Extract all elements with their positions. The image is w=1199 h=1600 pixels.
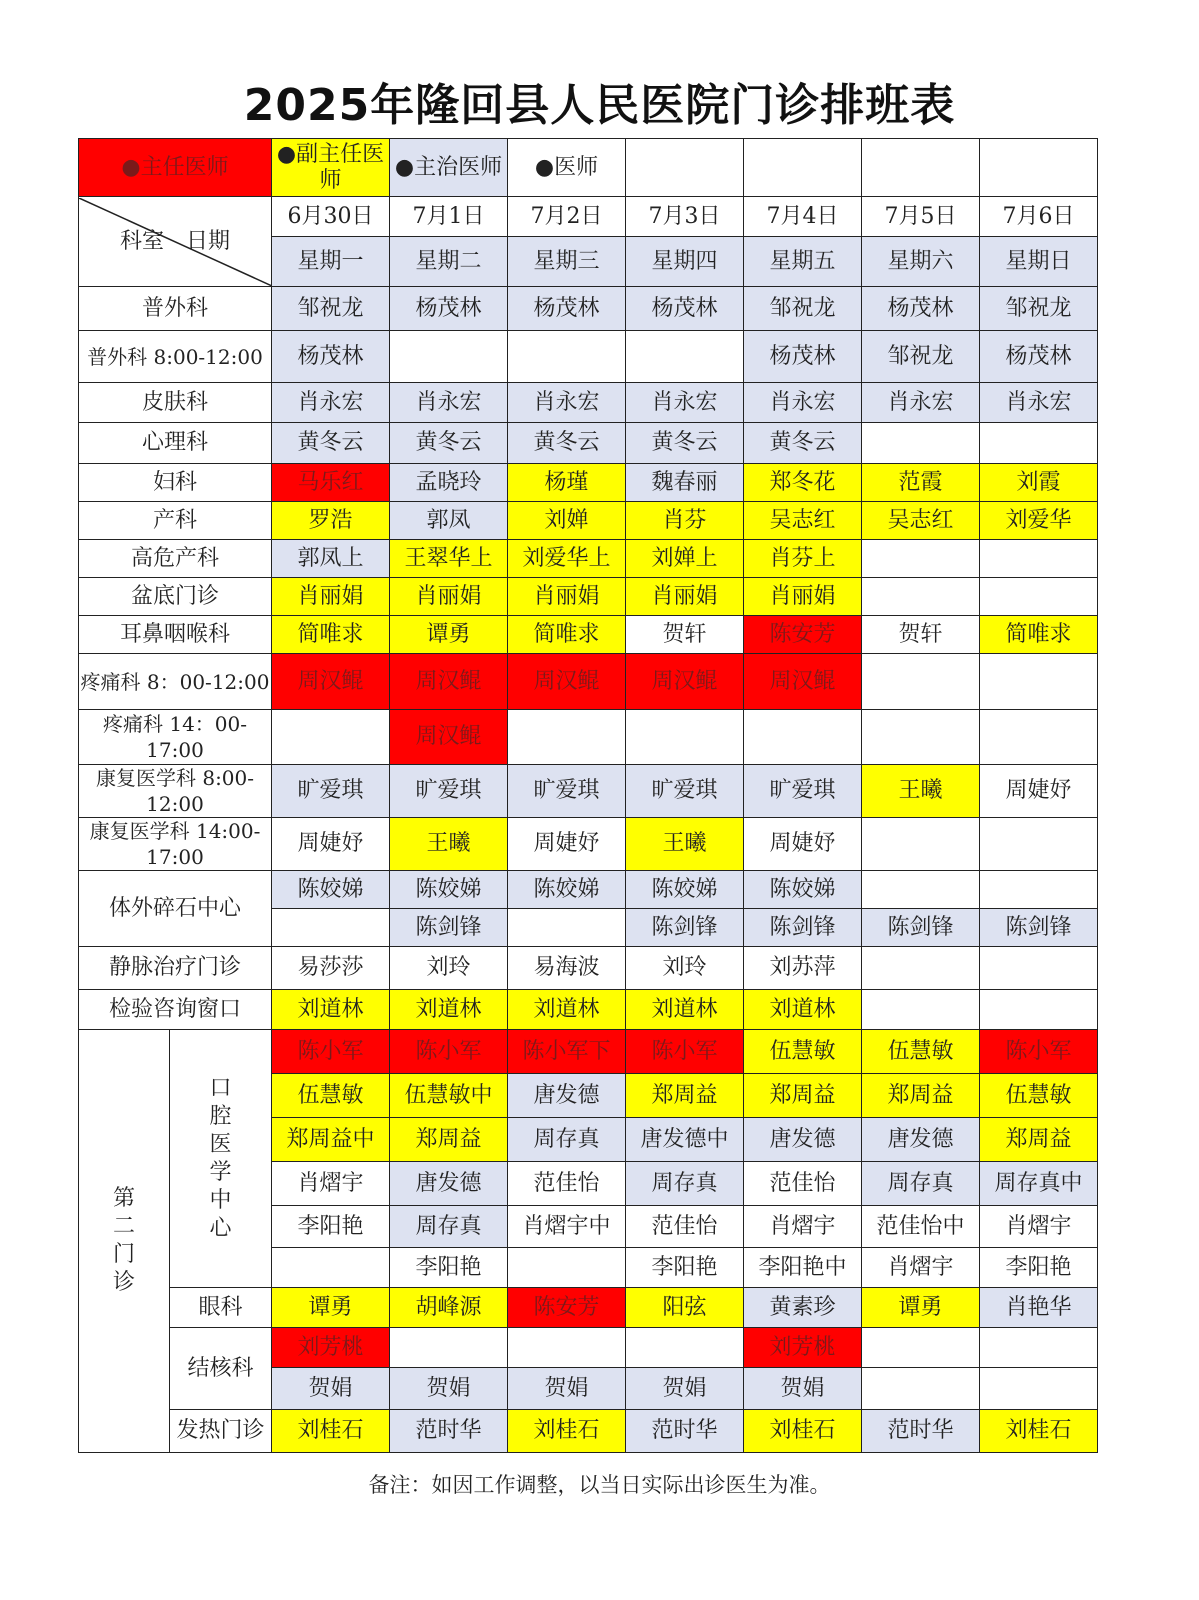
doctor-cell (272, 1248, 390, 1288)
doctor-cell: 唐发德 (862, 1118, 980, 1162)
doctor-cell: 刘道林 (390, 990, 508, 1030)
doctor-cell: 刘道林 (508, 990, 626, 1030)
legend-empty-cell (744, 139, 862, 197)
doctor-cell: 伍慧敏中 (390, 1074, 508, 1118)
doctor-cell: 郭凤上 (272, 540, 390, 578)
doctor-cell (862, 818, 980, 871)
doctor-cell: 肖芬上 (744, 540, 862, 578)
doctor-cell: 吴志红 (862, 502, 980, 540)
department-label: 检验咨询窗口 (79, 990, 272, 1030)
doctor-cell: 魏春丽 (626, 464, 744, 502)
doctor-cell: 陈小军 (390, 1030, 508, 1074)
schedule-row (79, 578, 1098, 616)
doctor-cell: 邹祝龙 (272, 287, 390, 331)
doctor-cell: 肖永宏 (272, 383, 390, 423)
doctor-cell: 旷爱琪 (390, 765, 508, 818)
doctor-cell: 旷爱琪 (272, 765, 390, 818)
legend-empty-cell (980, 139, 1098, 197)
doctor-cell: 肖熠宇 (744, 1206, 862, 1248)
date-cell: 7月3日 (626, 197, 744, 237)
doctor-cell: 陈小军 (272, 1030, 390, 1074)
doctor-cell: 刘道林 (626, 990, 744, 1030)
doctor-cell (980, 654, 1098, 710)
doctor-cell: 旷爱琪 (744, 765, 862, 818)
doctor-cell (980, 540, 1098, 578)
doctor-cell: 刘玲 (390, 947, 508, 990)
schedule-row (79, 540, 1098, 578)
doctor-cell (272, 909, 390, 947)
second-clinic-label (79, 1030, 170, 1453)
department-label: 静脉治疗门诊 (79, 947, 272, 990)
date-cell: 7月5日 (862, 197, 980, 237)
department-label: 皮肤科 (79, 383, 272, 423)
doctor-cell: 王翠华上 (390, 540, 508, 578)
doctor-cell: 杨茂林 (272, 331, 390, 383)
doctor-cell: 唐发德中 (626, 1118, 744, 1162)
department-label: 体外碎石中心 (79, 871, 272, 947)
doctor-cell: 李阳艳中 (744, 1248, 862, 1288)
legend-item: ●副主任医师 (272, 139, 390, 197)
doctor-cell: 邹祝龙 (744, 287, 862, 331)
doctor-cell: 吴志红 (744, 502, 862, 540)
doctor-cell: 周婕妤 (744, 818, 862, 871)
date-cell: 7月2日 (508, 197, 626, 237)
department-label: 疼痛科 8：00-12:00 (79, 654, 272, 710)
doctor-cell: 郭凤 (390, 502, 508, 540)
doctor-cell (626, 710, 744, 765)
doctor-cell (508, 1248, 626, 1288)
doctor-cell: 谭勇 (272, 1288, 390, 1328)
doctor-cell: 贺轩 (862, 616, 980, 654)
date-cell: 7月1日 (390, 197, 508, 237)
weekday-cell: 星期五 (744, 237, 862, 287)
header-corner (79, 197, 272, 287)
doctor-cell: 孟晓玲 (390, 464, 508, 502)
doctor-cell: 伍慧敏 (862, 1030, 980, 1074)
doctor-cell: 简唯求 (272, 616, 390, 654)
doctor-cell: 肖永宏 (390, 383, 508, 423)
doctor-cell: 陈小军下 (508, 1030, 626, 1074)
department-label: 疼痛科 14：00-17:00 (79, 710, 272, 765)
department-label: 产科 (79, 502, 272, 540)
doctor-cell: 刘桂石 (508, 1410, 626, 1453)
doctor-cell: 伍慧敏 (272, 1074, 390, 1118)
schedule-row (79, 502, 1098, 540)
doctor-cell: 刘芳桃 (272, 1328, 390, 1368)
doctor-cell: 刘桂石 (272, 1410, 390, 1453)
doctor-cell (862, 871, 980, 909)
doctor-cell: 阳弦 (626, 1288, 744, 1328)
doctor-cell: 黄冬云 (390, 423, 508, 464)
department-label: 高危产科 (79, 540, 272, 578)
doctor-cell: 周汉鲲 (744, 654, 862, 710)
doctor-cell: 马乐红 (272, 464, 390, 502)
doctor-cell: 陈小军 (980, 1030, 1098, 1074)
doctor-cell: 刘玲 (626, 947, 744, 990)
doctor-cell: 周存真 (862, 1162, 980, 1206)
weekday-cell: 星期四 (626, 237, 744, 287)
doctor-cell: 王曦 (390, 818, 508, 871)
doctor-cell (862, 947, 980, 990)
doctor-cell: 肖丽娟 (744, 578, 862, 616)
date-row (79, 197, 1098, 237)
doctor-cell: 周汉鲲 (626, 654, 744, 710)
doctor-cell: 杨茂林 (862, 287, 980, 331)
doctor-cell: 周存真 (508, 1118, 626, 1162)
doctor-cell: 范时华 (390, 1410, 508, 1453)
doctor-cell: 旷爱琪 (508, 765, 626, 818)
doctor-cell: 简唯求 (508, 616, 626, 654)
doctor-cell: 陈剑锋 (626, 909, 744, 947)
doctor-cell: 肖丽娟 (272, 578, 390, 616)
doctor-cell: 黄冬云 (626, 423, 744, 464)
schedule-row (79, 331, 1098, 383)
doctor-cell (862, 1368, 980, 1410)
schedule-row (79, 990, 1098, 1030)
doctor-cell: 陈小军 (626, 1030, 744, 1074)
doctor-cell: 郑周益 (744, 1074, 862, 1118)
doctor-cell: 陈剑锋 (744, 909, 862, 947)
schedule-row (79, 1288, 1098, 1328)
department-label: 普外科 8:00-12:00 (79, 331, 272, 383)
doctor-cell: 黄冬云 (744, 423, 862, 464)
doctor-cell: 范时华 (626, 1410, 744, 1453)
doctor-cell: 唐发德 (390, 1162, 508, 1206)
legend-empty-cell (626, 139, 744, 197)
doctor-cell: 陈剑锋 (390, 909, 508, 947)
doctor-cell: 肖永宏 (508, 383, 626, 423)
doctor-cell (508, 909, 626, 947)
doctor-cell (508, 1328, 626, 1368)
schedule-row (79, 1410, 1098, 1453)
doctor-cell: 刘芳桃 (744, 1328, 862, 1368)
doctor-cell: 陈姣娣 (390, 871, 508, 909)
doctor-cell: 肖丽娟 (626, 578, 744, 616)
doctor-cell: 谭勇 (862, 1288, 980, 1328)
doctor-cell: 唐发德 (744, 1118, 862, 1162)
doctor-cell (980, 947, 1098, 990)
doctor-cell (508, 710, 626, 765)
doctor-cell: 陈姣娣 (272, 871, 390, 909)
doctor-cell: 刘道林 (272, 990, 390, 1030)
doctor-cell: 周婕妤 (980, 765, 1098, 818)
doctor-cell: 范佳怡 (626, 1206, 744, 1248)
doctor-cell (390, 1328, 508, 1368)
doctor-cell: 陈剑锋 (980, 909, 1098, 947)
doctor-cell (390, 331, 508, 383)
corner-date-label: 日期 (186, 228, 231, 254)
doctor-cell: 贺娟 (272, 1368, 390, 1410)
footnote: 备注：如因工作调整，以当日实际出诊医生为准。 (368, 1473, 831, 1497)
doctor-cell: 郑周益 (980, 1118, 1098, 1162)
doctor-cell: 郑周益中 (272, 1118, 390, 1162)
doctor-cell: 周汉鲲 (508, 654, 626, 710)
doctor-cell: 周婕妤 (508, 818, 626, 871)
doctor-cell (980, 990, 1098, 1030)
department-label: 结核科 (170, 1328, 272, 1410)
doctor-cell: 唐发德 (508, 1074, 626, 1118)
doctor-cell: 伍慧敏 (744, 1030, 862, 1074)
doctor-cell: 贺娟 (508, 1368, 626, 1410)
doctor-cell: 肖熠宇 (980, 1206, 1098, 1248)
doctor-cell: 刘桂石 (744, 1410, 862, 1453)
doctor-cell: 黄冬云 (508, 423, 626, 464)
doctor-cell: 周存真 (626, 1162, 744, 1206)
department-label: 耳鼻咽喉科 (79, 616, 272, 654)
department-label: 发热门诊 (170, 1410, 272, 1453)
schedule-row (79, 423, 1098, 464)
date-cell: 7月4日 (744, 197, 862, 237)
doctor-cell: 范佳怡 (744, 1162, 862, 1206)
doctor-cell: 罗浩 (272, 502, 390, 540)
doctor-cell: 贺娟 (390, 1368, 508, 1410)
doctor-cell: 旷爱琪 (626, 765, 744, 818)
doctor-cell: 肖芬 (626, 502, 744, 540)
doctor-cell: 刘霞 (980, 464, 1098, 502)
date-cell: 6月30日 (272, 197, 390, 237)
doctor-cell (862, 1328, 980, 1368)
weekday-cell: 星期一 (272, 237, 390, 287)
legend-empty-cell (862, 139, 980, 197)
doctor-cell: 范佳怡 (508, 1162, 626, 1206)
doctor-cell: 刘婵 (508, 502, 626, 540)
doctor-cell: 杨茂林 (744, 331, 862, 383)
doctor-cell: 陈安芳 (744, 616, 862, 654)
doctor-cell: 范霞 (862, 464, 980, 502)
doctor-cell: 李阳艳 (626, 1248, 744, 1288)
doctor-cell (980, 818, 1098, 871)
doctor-cell (626, 1328, 744, 1368)
doctor-cell: 肖丽娟 (390, 578, 508, 616)
department-label: 盆底门诊 (79, 578, 272, 616)
doctor-cell (862, 710, 980, 765)
corner-department-label: 科室 (119, 228, 164, 254)
doctor-cell: 杨茂林 (390, 287, 508, 331)
doctor-cell: 周存真中 (980, 1162, 1098, 1206)
doctor-cell: 易海波 (508, 947, 626, 990)
department-label: 普外科 (79, 287, 272, 331)
doctor-cell (508, 331, 626, 383)
department-label: 康复医学科 8:00-12:00 (79, 765, 272, 818)
doctor-cell: 陈姣娣 (508, 871, 626, 909)
doctor-cell: 刘道林 (744, 990, 862, 1030)
weekday-cell: 星期二 (390, 237, 508, 287)
second-clinic-text: 第二门诊 (112, 1186, 135, 1295)
doctor-cell: 杨瑾 (508, 464, 626, 502)
stomatology-text: 口腔医学中心 (209, 1075, 232, 1241)
department-label: 眼科 (170, 1288, 272, 1328)
doctor-cell: 肖永宏 (862, 383, 980, 423)
schedule-row (79, 1328, 1098, 1368)
doctor-cell (862, 654, 980, 710)
doctor-cell: 陈姣娣 (744, 871, 862, 909)
schedule-row (79, 616, 1098, 654)
schedule-row (79, 287, 1098, 331)
doctor-cell (980, 710, 1098, 765)
doctor-cell: 邹祝龙 (862, 331, 980, 383)
doctor-cell: 周汉鲲 (390, 710, 508, 765)
department-label: 心理科 (79, 423, 272, 464)
doctor-cell: 杨茂林 (508, 287, 626, 331)
doctor-cell: 谭勇 (390, 616, 508, 654)
doctor-cell: 郑冬花 (744, 464, 862, 502)
legend-item: ●主任医师 (79, 139, 272, 197)
doctor-cell (862, 540, 980, 578)
doctor-cell (862, 990, 980, 1030)
doctor-cell (980, 423, 1098, 464)
doctor-cell: 陈安芳 (508, 1288, 626, 1328)
doctor-cell: 杨茂林 (980, 331, 1098, 383)
schedule-row (79, 383, 1098, 423)
doctor-cell: 肖永宏 (744, 383, 862, 423)
doctor-cell: 陈姣娣 (626, 871, 744, 909)
doctor-cell: 周婕妤 (272, 818, 390, 871)
doctor-cell: 周汉鲲 (272, 654, 390, 710)
schedule-row (79, 765, 1098, 818)
doctor-cell: 郑周益 (390, 1118, 508, 1162)
weekday-cell: 星期三 (508, 237, 626, 287)
doctor-cell (744, 710, 862, 765)
doctor-cell: 杨茂林 (626, 287, 744, 331)
schedule-row (79, 464, 1098, 502)
doctor-cell (862, 423, 980, 464)
doctor-cell: 范佳怡中 (862, 1206, 980, 1248)
schedule-table (78, 138, 1098, 1453)
doctor-cell: 贺轩 (626, 616, 744, 654)
doctor-cell: 王曦 (626, 818, 744, 871)
doctor-cell: 肖永宏 (626, 383, 744, 423)
schedule-row (79, 1030, 1098, 1074)
department-label: 妇科 (79, 464, 272, 502)
doctor-cell: 贺娟 (626, 1368, 744, 1410)
doctor-cell: 黄素珍 (744, 1288, 862, 1328)
doctor-cell: 刘苏萍 (744, 947, 862, 990)
schedule-row (79, 947, 1098, 990)
doctor-cell (272, 710, 390, 765)
doctor-cell (862, 578, 980, 616)
doctor-cell: 郑周益 (626, 1074, 744, 1118)
schedule-row (79, 710, 1098, 765)
doctor-cell: 范时华 (862, 1410, 980, 1453)
schedule-row (79, 654, 1098, 710)
doctor-cell: 陈剑锋 (862, 909, 980, 947)
legend-item: ●主治医师 (390, 139, 508, 197)
doctor-cell: 李阳艳 (272, 1206, 390, 1248)
legend-item: ●医师 (508, 139, 626, 197)
doctor-cell: 刘婵上 (626, 540, 744, 578)
doctor-cell: 肖熠宇 (862, 1248, 980, 1288)
doctor-cell: 李阳艳 (980, 1248, 1098, 1288)
date-cell: 7月6日 (980, 197, 1098, 237)
doctor-cell: 贺娟 (744, 1368, 862, 1410)
doctor-cell: 胡峰源 (390, 1288, 508, 1328)
doctor-cell: 李阳艳 (390, 1248, 508, 1288)
doctor-cell: 郑周益 (862, 1074, 980, 1118)
doctor-cell: 王曦 (862, 765, 980, 818)
doctor-cell: 邹祝龙 (980, 287, 1098, 331)
weekday-cell: 星期日 (980, 237, 1098, 287)
doctor-cell: 伍慧敏 (980, 1074, 1098, 1118)
doctor-cell: 刘爱华上 (508, 540, 626, 578)
schedule-row (79, 871, 1098, 909)
legend-row (79, 139, 1098, 197)
doctor-cell: 周汉鲲 (390, 654, 508, 710)
doctor-cell: 肖熠宇 (272, 1162, 390, 1206)
doctor-cell (980, 1328, 1098, 1368)
department-label: 康复医学科 14:00-17:00 (79, 818, 272, 871)
page-title: 2025年隆回县人民医院门诊排班表 (243, 80, 956, 131)
doctor-cell: 肖永宏 (980, 383, 1098, 423)
doctor-cell: 刘爱华 (980, 502, 1098, 540)
doctor-cell: 黄冬云 (272, 423, 390, 464)
doctor-cell (626, 331, 744, 383)
department-label (170, 1030, 272, 1288)
doctor-cell: 肖丽娟 (508, 578, 626, 616)
doctor-cell: 刘桂石 (980, 1410, 1098, 1453)
weekday-cell: 星期六 (862, 237, 980, 287)
schedule-row (79, 818, 1098, 871)
doctor-cell (980, 1368, 1098, 1410)
doctor-cell: 易莎莎 (272, 947, 390, 990)
doctor-cell: 周存真 (390, 1206, 508, 1248)
doctor-cell: 简唯求 (980, 616, 1098, 654)
doctor-cell (980, 871, 1098, 909)
doctor-cell: 肖熠宇中 (508, 1206, 626, 1248)
doctor-cell (980, 578, 1098, 616)
doctor-cell: 肖艳华 (980, 1288, 1098, 1328)
